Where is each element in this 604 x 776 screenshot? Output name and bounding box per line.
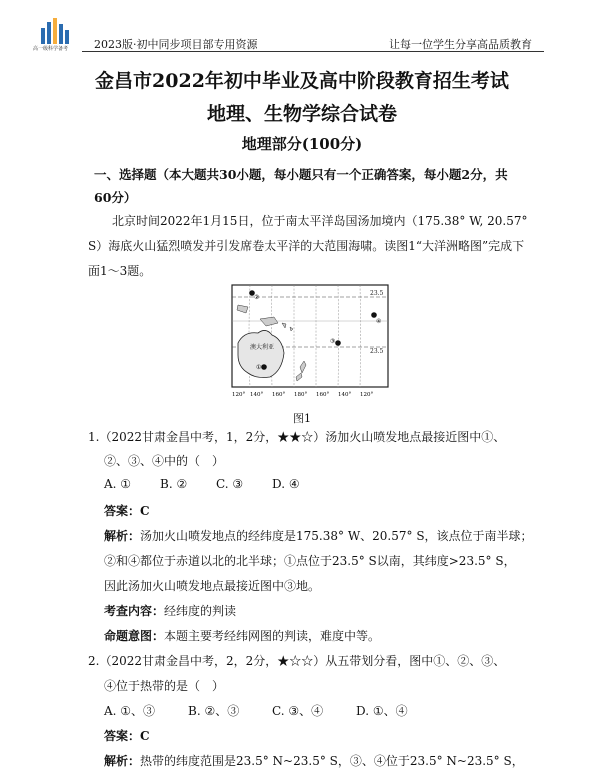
logo-caption: 高一级科学备考 xyxy=(33,46,69,52)
marker-label-4: ④ xyxy=(376,318,382,325)
q1-content xyxy=(104,602,236,619)
q2-analysis-line1 xyxy=(104,752,524,769)
answer-value: C xyxy=(140,729,150,743)
q1-option-b: B. ② xyxy=(160,477,188,491)
exam-title: 金昌市2022年初中毕业及高中阶段教育招生考试 xyxy=(95,70,509,92)
marker-label-2: ② xyxy=(254,294,260,301)
q2-options xyxy=(104,702,440,719)
marker-dot-3 xyxy=(335,340,341,346)
q2-option-d: D. ①、④ xyxy=(356,704,408,718)
q1-option-d: D. ④ xyxy=(272,477,300,491)
oceania-map-figure xyxy=(230,283,390,399)
analysis-text: 热带的纬度范围是23.5° N~23.5° S，③、④位于23.5° N~23.5° S， xyxy=(140,754,524,768)
q1-options xyxy=(104,477,328,491)
marker-label-3: ③ xyxy=(330,338,336,345)
lon-label: 140° xyxy=(250,392,264,398)
marker-label-1: ① xyxy=(256,364,262,371)
exam-subtitle: 地理、生物学综合试卷 xyxy=(206,103,397,125)
q2-option-c: C. ③、④ xyxy=(272,704,324,718)
content-label: 考查内容： xyxy=(104,604,165,618)
header-right-text: 让每一位学生分享高品质教育 xyxy=(389,38,532,51)
q1-option-c: C. ③ xyxy=(216,477,244,491)
q1-stem-line2: ②、③、④中的（ ） xyxy=(104,454,225,468)
map-lat-top-label: 23.5 xyxy=(370,290,384,297)
q1-option-a: A. ① xyxy=(104,477,132,491)
q1-stem-line1: 1.（2022甘肃金昌中考，1，2分，★★☆）汤加火山喷发地点最接近图中①、 xyxy=(88,430,506,444)
intent-label: 命题意图： xyxy=(104,629,165,643)
q2-option-b: B. ②、③ xyxy=(188,704,240,718)
q2-answer xyxy=(104,727,150,744)
analysis-label: 解析： xyxy=(104,529,141,543)
answer-value: C xyxy=(140,504,150,518)
q1-intent xyxy=(104,627,380,644)
answer-label: 答案： xyxy=(104,504,141,518)
q1-analysis-line3: 因此汤加火山喷发地点最接近图中③地。 xyxy=(104,579,321,593)
content-text: 经纬度的判读 xyxy=(164,604,237,618)
marker-dot-1 xyxy=(261,364,267,370)
lon-label: 160° xyxy=(316,392,330,398)
logo-icon xyxy=(38,14,74,48)
section-title: 地理部分(100分) xyxy=(241,135,363,153)
q2-stem-line1: 2.（2022甘肃金昌中考，2，2分，★☆☆）从五带划分看，图中①、②、③、 xyxy=(88,654,506,668)
lon-label: 120° xyxy=(232,392,246,398)
q2-option-a: A. ①、③ xyxy=(104,704,156,718)
map-region-label: 澳大利亚 xyxy=(250,344,275,351)
q2-stem-line2: ④位于热带的是（ ） xyxy=(104,679,225,693)
intent-text: 本题主要考经纬网图的判读，难度中等。 xyxy=(164,629,381,643)
answer-label: 答案： xyxy=(104,729,141,743)
lon-label: 120° xyxy=(360,392,374,398)
q1-analysis-line1 xyxy=(104,527,533,544)
analysis-label: 解析： xyxy=(104,754,141,768)
header-rule xyxy=(82,51,544,52)
section-heading: 一、选择题（本大题共30小题，每小题只有一个正确答案，每小题2分，共60分） xyxy=(94,167,508,205)
lon-label: 180° xyxy=(294,392,308,398)
figure-caption: 图1 xyxy=(293,412,311,425)
lon-label: 140° xyxy=(338,392,352,398)
q1-analysis-line2: ②和④都位于赤道以北的北半球；①点位于23.5° S以南，其纬度>23.5° S， xyxy=(104,554,516,568)
lon-label: 160° xyxy=(272,392,286,398)
q1-answer xyxy=(104,502,150,519)
map-lat-bottom-label: 23.5 xyxy=(370,348,384,355)
analysis-text: 汤加火山喷发地点的经纬度是175.38° W、20.57° S，该点位于南半球； xyxy=(140,529,533,543)
header-left-text: 2023版·初中同步项目部专用资源 xyxy=(94,38,258,51)
intro-paragraph: 北京时间2022年1月15日，位于南太平洋岛国汤加境内（175.38° W, 20.57° S）海底火山猛烈喷发并引发席卷太平洋的大范围海啸。读图1“大洋洲略图”完成下面1～3题。 xyxy=(88,214,528,278)
marker-dot-4 xyxy=(371,312,377,318)
page-header xyxy=(0,0,604,56)
